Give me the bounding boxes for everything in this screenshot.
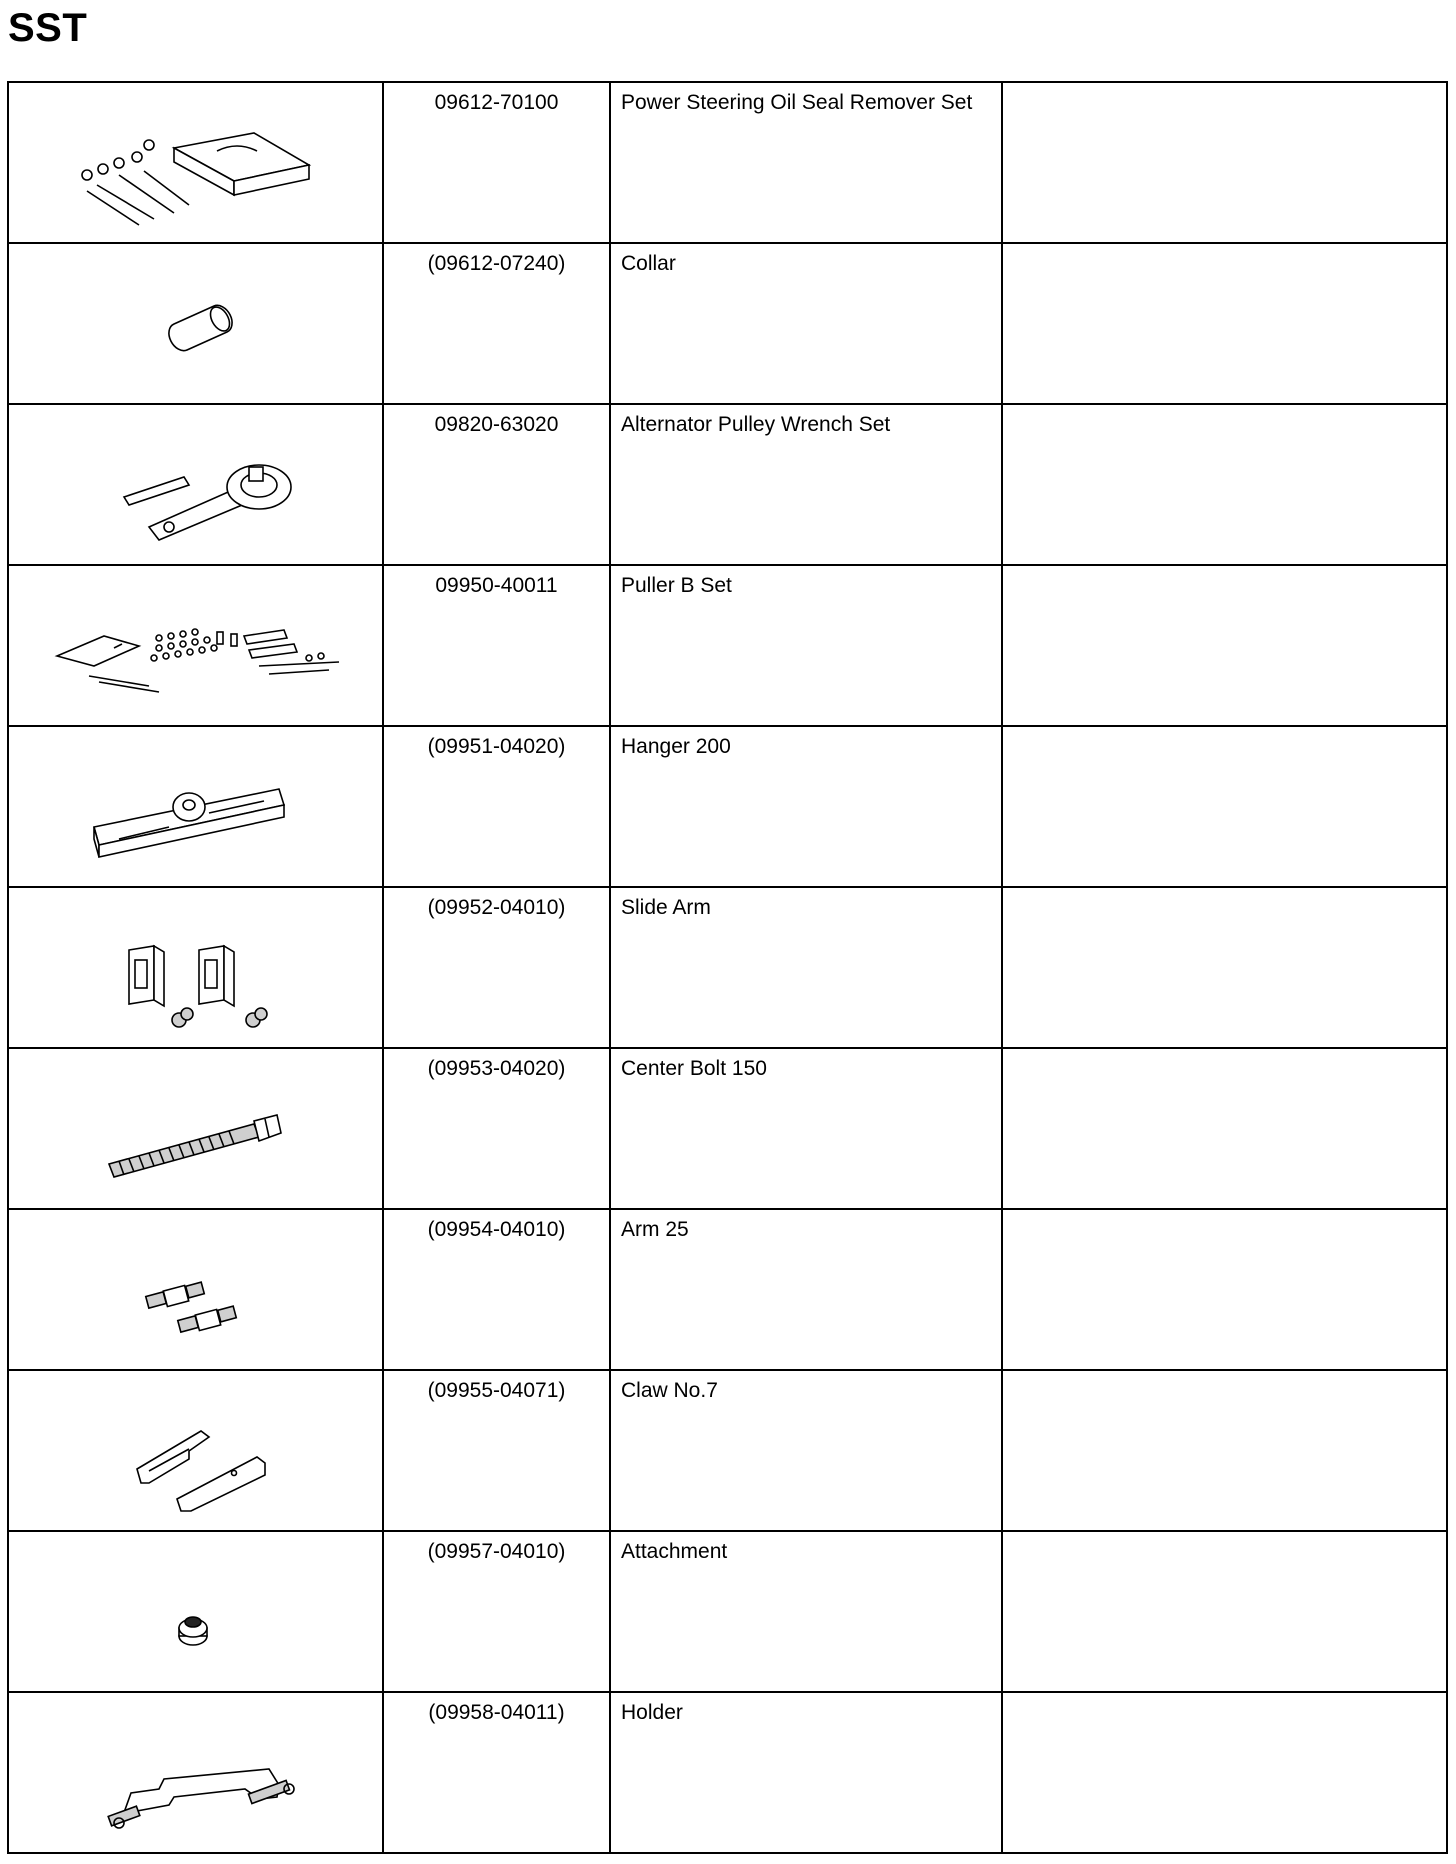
sst-table xyxy=(7,81,1448,1854)
part-number: (09612-07240) xyxy=(427,252,566,275)
part-number: 09820-63020 xyxy=(434,413,559,436)
remarks-cell xyxy=(1002,82,1447,243)
table-row xyxy=(8,726,1447,887)
part-number: (09952-04010) xyxy=(427,896,566,919)
table-row xyxy=(8,1692,1447,1853)
tool-name: Hanger 200 xyxy=(621,735,731,758)
table-row xyxy=(8,1048,1447,1209)
holder-icon xyxy=(9,1693,382,1852)
table-row xyxy=(8,404,1447,565)
remarks-cell xyxy=(1002,404,1447,565)
remarks-cell xyxy=(1002,1209,1447,1370)
tool-name: Collar xyxy=(621,252,676,275)
table-row xyxy=(8,82,1447,243)
part-number: (09953-04020) xyxy=(427,1057,566,1080)
center-bolt-icon xyxy=(9,1049,382,1208)
part-number: (09954-04010) xyxy=(427,1218,566,1241)
part-number: (09955-04071) xyxy=(427,1379,566,1402)
table-row xyxy=(8,565,1447,726)
tool-name: Power Steering Oil Seal Remover Set xyxy=(621,91,973,114)
hanger-icon xyxy=(9,727,382,886)
remarks-cell xyxy=(1002,1048,1447,1209)
slide-arm-icon xyxy=(9,888,382,1047)
tool-name: Center Bolt 150 xyxy=(621,1057,767,1080)
table-row xyxy=(8,1531,1447,1692)
seal-remover-set-icon xyxy=(9,83,382,242)
pulley-wrench-icon xyxy=(9,405,382,564)
table-row xyxy=(8,243,1447,404)
remarks-cell xyxy=(1002,565,1447,726)
table-row xyxy=(8,1209,1447,1370)
tool-name: Attachment xyxy=(621,1540,728,1563)
remarks-cell xyxy=(1002,1531,1447,1692)
claw-icon xyxy=(9,1371,382,1530)
tool-name: Puller B Set xyxy=(621,574,732,597)
remarks-cell xyxy=(1002,1692,1447,1853)
tool-name: Alternator Pulley Wrench Set xyxy=(621,413,891,436)
part-number: (09958-04011) xyxy=(428,1701,565,1724)
remarks-cell xyxy=(1002,726,1447,887)
arm-icon xyxy=(9,1210,382,1369)
remarks-cell xyxy=(1002,243,1447,404)
collar-icon xyxy=(9,244,382,403)
table-row xyxy=(8,1370,1447,1531)
attachment-icon xyxy=(9,1532,382,1691)
puller-set-icon xyxy=(9,566,382,725)
part-number: 09950-40011 xyxy=(435,574,558,597)
tool-name: Holder xyxy=(621,1701,683,1724)
page-title: SST xyxy=(8,6,88,50)
part-number: (09951-04020) xyxy=(427,735,566,758)
tool-name: Arm 25 xyxy=(621,1218,689,1241)
table-row xyxy=(8,887,1447,1048)
tool-name: Claw No.7 xyxy=(621,1379,718,1402)
remarks-cell xyxy=(1002,887,1447,1048)
part-number: 09612-70100 xyxy=(434,91,559,114)
part-number: (09957-04010) xyxy=(427,1540,566,1563)
remarks-cell xyxy=(1002,1370,1447,1531)
tool-name: Slide Arm xyxy=(621,896,711,919)
